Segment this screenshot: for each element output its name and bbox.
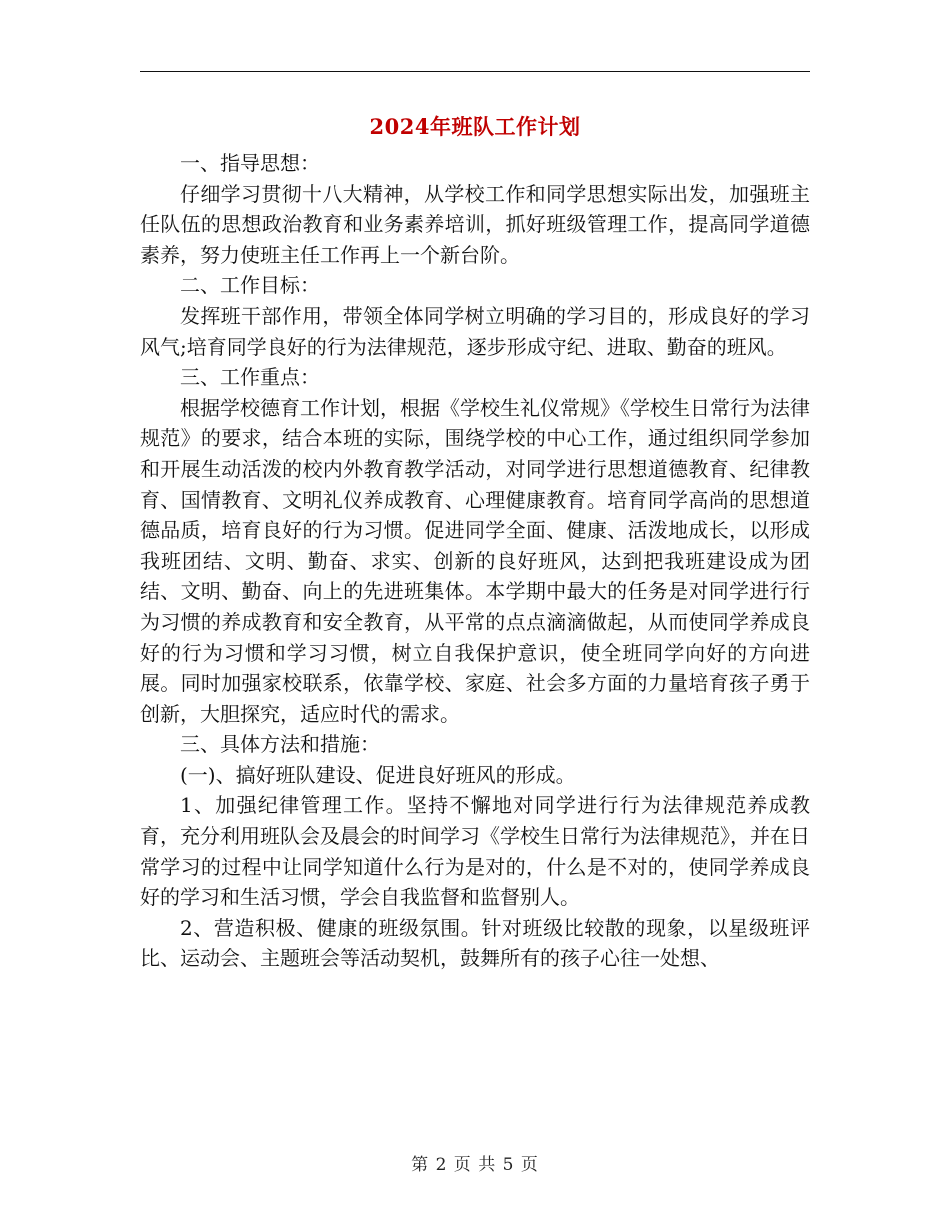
paragraph-work-focus: 根据学校德育工作计划，根据《学校生礼仪常规》《学校生日常行为法律规范》的要求，结合本班的实际，围绕学校的中心工作，通过组织同学参加和开展生动活泼的校内外教育教学活动，对同学进行思想道德教育、纪律教育、国情教育、文明礼仪养成教育、心理健康教育。培育同学高尚的思想道德品质，培育良好的行为习惯。促进同学全面、健康、活泼地成长，以形成我班团结、文明、勤奋、求实、创新的良好班风，达到把我班建设成为团结、文明、勤奋、向上的先进班集体。本学期中最大的任务是对同学进行行为习惯的养成教育和安全教育，从平常的点点滴滴做起，从而使同学养成良好的行为习惯和学习习惯，树立自我保护意识，使全班同学向好的方向进展。同时加强家校联系，依靠学校、家庭、社会多方面的力量培育孩子勇于创新，大胆探究，适应时代的需求。 (140, 395, 810, 726)
section-heading-methods: 三、具体方法和措施： (180, 732, 380, 757)
paragraph-discipline: 1、加强纪律管理工作。坚持不懈地对同学进行行为法律规范养成教育，充分利用班队会及晨会的时间学习《学校生日常行为法律规范》，并在日常学习的过程中让同学知道什么行为是对的，什么是不对的，使同学养成良好的学习和生活习惯，学会自我监督和监督别人。 (140, 793, 810, 910)
paragraph-class-atmosphere: 2、营造积极、健康的班级氛围。针对班级比较散的现象，以星级班评比、运动会、主题班会等活动契机，鼓舞所有的孩子心往一处想、 (140, 915, 810, 971)
paragraph-guiding-ideology: 仔细学习贯彻十八大精神，从学校工作和同学思想实际出发，加强班主任队伍的思想政治教育和业务素养培训，抓好班级管理工作，提高同学道德素养，努力使班主任工作再上一个新台阶。 (140, 181, 810, 267)
section-heading-work-focus: 三、工作重点： (180, 365, 320, 390)
header-rule (140, 71, 810, 72)
document-body (140, 148, 810, 974)
section-heading-guiding-ideology: 一、指导思想： (180, 151, 320, 175)
subsection-heading-class-building: (一)、搞好班队建设、促进良好班风的形成。 (180, 762, 576, 787)
section-heading-work-goals: 二、工作目标： (180, 273, 320, 298)
page-number: 第 2 页 共 5 页 (411, 1155, 539, 1175)
document-title: 2024年班队工作计划 (369, 114, 581, 139)
paragraph-work-goals: 发挥班干部作用，带领全体同学树立明确的学习目的，形成良好的学习风气;培育同学良好的行为法律规范，逐步形成守纪、进取、勤奋的班风。 (140, 303, 810, 359)
